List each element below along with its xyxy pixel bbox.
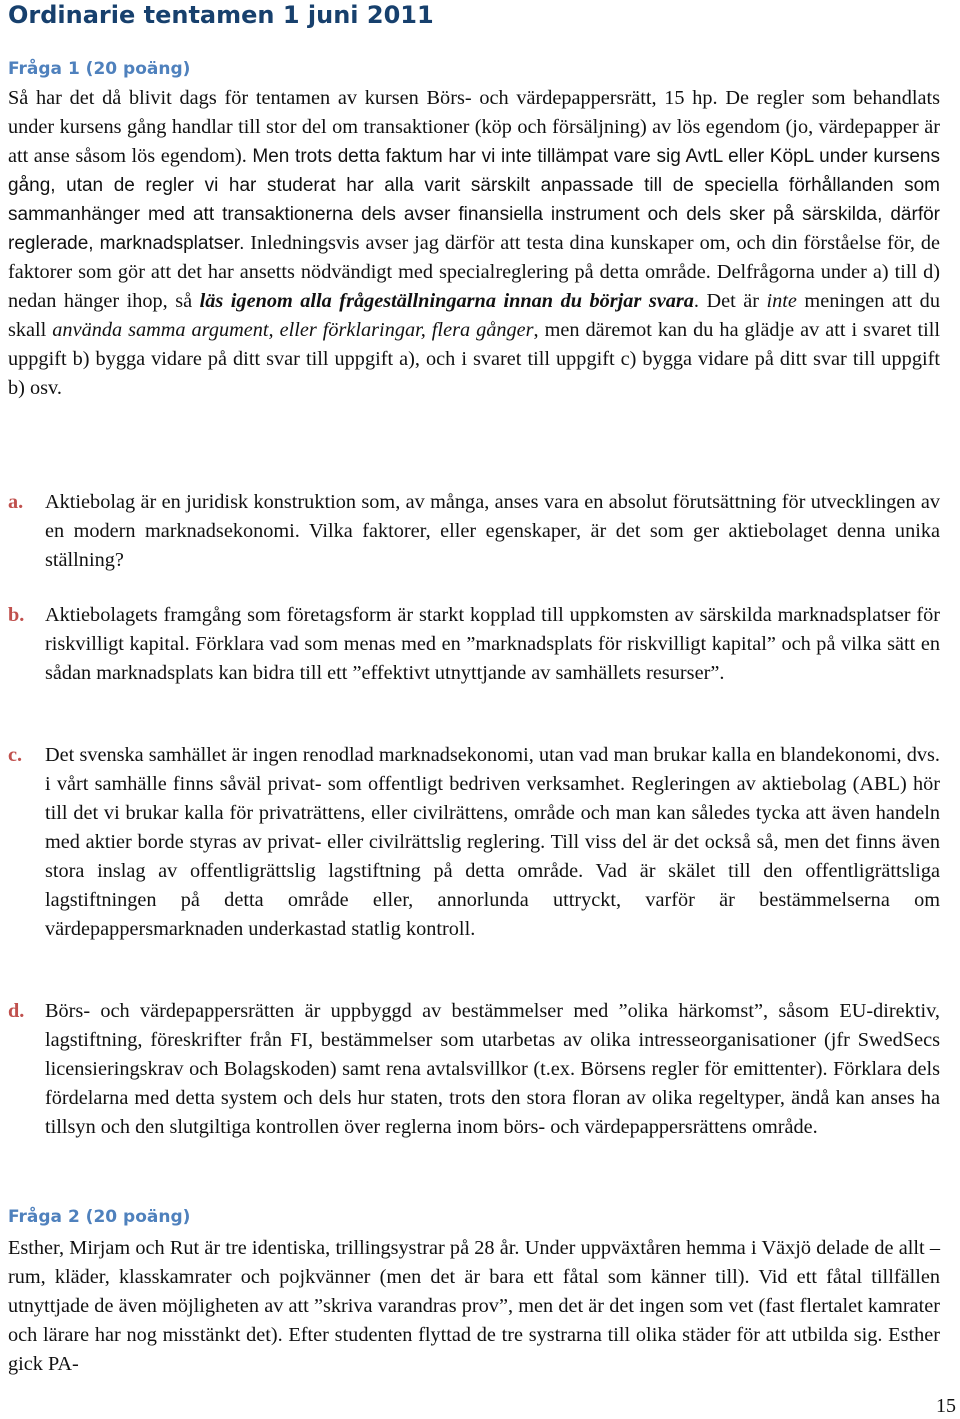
intro-part3: Inledningsvis avser jag därför att testa dina kunskaper om, och din förståelse för, de faktorer som gör att det har ansetts nödvändigt med specialreglering på detta område. Delfrågorna under a) till d) nedan hänger ihop, så bbox=[8, 232, 941, 312]
intro-part5: . Det är bbox=[693, 290, 767, 312]
item-letter: d. bbox=[8, 1000, 25, 1022]
item-text: Aktiebolag är en juridisk konstruktion som, av många, anses vara en absolut förutsättning för utvecklingen av en modern marknadsekonomi. Vilka faktorer, eller egenskaper, är det som ger aktiebolaget denna unika ställning? bbox=[45, 491, 940, 571]
intro-emphasis-same-argument: använda samma argument, eller förklaringar, flera gånger bbox=[52, 319, 534, 341]
question1-item-a bbox=[8, 488, 940, 575]
question1-item-b bbox=[8, 601, 940, 688]
intro-emphasis-inte: inte bbox=[766, 290, 797, 312]
intro-part7: meningen att du skall bbox=[8, 290, 940, 341]
item-text: Börs- och värdepappersrätten är uppbyggd av bestämmelser med ”olika härkomst”, såsom EU-direktiv, lagstiftning, föreskrifter från FI, bestämmelser som utarbetas av olika intresseorganisationer (jfr SwedSecs licensieringskrav och Bolagskoden) samt rena avtalsvillkor (t.ex. Börsens regler för emittenter). Förklara dels fördelarna med detta system och dels hur staten, trots den stora floran av olika regeltyper, ändå kan anses ha tillsyn och den slutgiltiga kontrollen över reglerna inom börs- och värdepappersrättens område. bbox=[45, 1000, 940, 1138]
question1-item-c bbox=[8, 741, 940, 944]
question2-text: Esther, Mirjam och Rut är tre identiska, trillingsystrar på 28 år. Under uppväxtåren hemma i Växjö delade de allt – rum, kläder, klasskamrater och pojkvänner (men det är bara ett fåtal som känner till). Vid ett fåtal tillfällen utnyttjade de även möjligheten av att ”skriva varandras prov”, men det är det ingen som vet (fast flertalet kamrater och lärare har nog misstänkt det). Efter studenten flyttad de tre systrarna till olika städer för att utbilda sig. Esther gick PA- bbox=[8, 1237, 940, 1375]
question1-heading: Fråga 1 (20 poäng) bbox=[8, 59, 191, 79]
question2-heading: Fråga 2 (20 poäng) bbox=[8, 1207, 191, 1227]
intro-part2: Men trots detta faktum har vi inte tillämpat vare sig AvtL eller KöpL under kursens gång, utan de regler vi har studerat har alla varit särskilt anpassade till de speciella förhållanden som sammanhänger med att transaktionerna dels avser finansiella instrument och dels sker på särskilda, därför reglerade, marknadsplatser. bbox=[8, 146, 940, 254]
item-text: Det svenska samhället är ingen renodlad marknadsekonomi, utan vad man brukar kalla en blandekonomi, dvs. i vårt samhälle finns såväl privat- som offentligt bedriven verksamhet. Regleringen av aktiebolag (ABL) hör till det vi brukar kalla för privaträttens, eller civilrättens, område och man kan således tycka att även handeln med aktier borde styras av privat- eller civilrättslig reglering. Till viss del är det också så, men det finns även stora inslag av offentligrättslig lagstiftning på detta område. Vad är skälet till den offentligrättsliga lagstiftningen på detta område eller, annorlunda uttryckt, varför är bestämmelserna om värdepappersmarknaden underkastad statlig kontroll. bbox=[45, 744, 940, 940]
item-text: Aktiebolagets framgång som företagsform är starkt kopplad till uppkomsten av särskilda marknadsplatser för riskvilligt kapital. Förklara vad som menas med en ”marknadsplats för riskvilligt kapital” och på vilka sätt en sådan marknadsplats kan bidra till ett ”effektivt utnyttjande av samhällets resurser”. bbox=[45, 604, 940, 684]
intro-emphasis-read-all: läs igenom alla frågeställningarna innan du börjar svara bbox=[199, 290, 694, 312]
item-letter: a. bbox=[8, 491, 24, 513]
document-title: Ordinarie tentamen 1 juni 2011 bbox=[8, 1, 434, 29]
intro-part9: , men däremot kan du ha glädje av att i svaret till uppgift b) bygga vidare på ditt svar till uppgift a), och i svaret till uppgift c) bygga vidare på ditt svar till uppgift b) osv. bbox=[8, 319, 940, 399]
item-letter: b. bbox=[8, 604, 25, 626]
question1-item-d bbox=[8, 997, 940, 1142]
question1-intro bbox=[8, 84, 940, 403]
item-letter: c. bbox=[8, 744, 23, 766]
intro-part1: Så har det då blivit dags för tentamen av kursen Börs- och värdepappersrätt, 15 hp. De regler som behandlats under kursens gång handlar till stor del om transaktioner (köp och försäljning) av lös egendom (jo, värdepapper är att anse såsom lös egendom). bbox=[8, 87, 940, 167]
page-number: 15 bbox=[936, 1395, 956, 1417]
